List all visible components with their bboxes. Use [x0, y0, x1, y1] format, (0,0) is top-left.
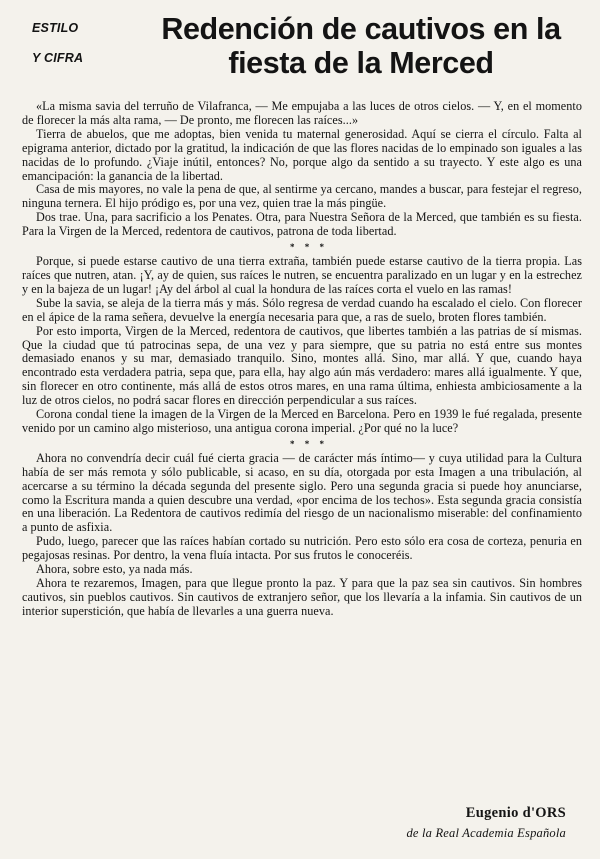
paragraph: Dos trae. Una, para sacrificio a los Penates. Otra, para Nuestra Señora de la Merced, que también es su fiesta. Para la Virgen de la Merced, redentora de cautivos, patrona de toda libertad. [22, 210, 582, 239]
author-affiliation: de la Real Academia Española [406, 826, 566, 840]
section-label [32, 18, 83, 68]
section-separator: * * * [290, 242, 328, 253]
paragraph: Sube la savia, se aleja de la tierra más y más. Sólo regresa de verdad cuando ha escalado el cielo. Con florecer en el ápice de la rama señera, devuelve la energía necesaria para que, a ras de suelo, broten flores también. [22, 295, 582, 324]
article-header [22, 8, 584, 94]
section-separator: * * * [290, 438, 328, 449]
author-name: Eugenio d'ORS [465, 805, 566, 821]
article-body [22, 100, 582, 619]
paragraph: Ahora, sobre esto, ya nada más. [36, 562, 193, 577]
paragraph: Pudo, luego, parecer que las raíces habían cortado su nutrición. Pero esto sólo era cosa de corteza, penuria en pegajosas resinas. Por dentro, la vena fluía intacta. Por sus frutos le conoceréis. [22, 534, 582, 563]
paragraph: Casa de mis mayores, no vale la pena de que, al sentirme ya cercano, mandes a buscar, para festejar el regreso, ninguna ternera. El hijo pródigo es, por una vez, quien trae la más pingüe. [22, 182, 582, 211]
paragraph: Ahora no convendría decir cuál fué cierta gracia — de carácter más íntimo— y cuya utilidad para la Cultura había de ser más remota y sólo publicable, si acaso, en su día, otorgada por esta Imagen a una tribulación, al acercarse a su término la década segunda del presente siglo. Pero una segunda gracia si puede hoy anunciarse, como la Escritura manda a quien descubre una verdad, «por encima de los techos». Esta segunda gracia consistía en una liberación. La Redentora de cautivos redimía del riesgo de un nacionalismo miserable: del confinamiento a punto de asfixia. [22, 450, 582, 535]
headline-line-2: fiesta de la Merced [228, 46, 494, 80]
headline-line-1: Redención de cautivos en la [161, 12, 561, 46]
paragraph: Tierra de abuelos, que me adoptas, bien venida tu maternal generosidad. Aquí se cierra el círculo. Falta al epigrama anterior, dictado por la gratitud, la indicación de que las flores nacidas de lo empinado son iguales a las nacidas de lo profundo. ¿Viaje inútil, entonces? No, porque algo da sentido a su trayecto. Y este algo es una emancipación: la ganancia de la libertad. [22, 126, 582, 183]
article-headline [126, 12, 596, 80]
section-label-line-2: Y CIFRA [32, 51, 84, 65]
section-label-line-1: ESTILO [32, 21, 79, 35]
paragraph: Por esto importa, Virgen de la Merced, redentora de cautivos, que libertes también a las patrias de sí mismas. Que la ciudad que tú patrocinas sepa, de una vez y para siempre, que su patria no está entre sus montes demasiado enanos y su mar, demasiado tranquilo. Sino, montes allá. Sino, mar allá. Y que, cuando haya encontrado esta verdadera patria, sepa que, para ella, hay algo aún más verdadero: mares allá igualmente. Y que, sin florecer en otro continente, más allá de estos otros mares, en una rama última, enhiesta ambiciosamente a la luz de otros cielos, no podrá sacar flores en dirección perpendicular a sus raíces. [22, 323, 582, 408]
paragraph: Porque, si puede estarse cautivo de una tierra extraña, también puede estarse cautivo de la tierra propia. Las raíces que nutren, atan. ¡Y, ay de quien, sus raíces le nutren, se encuentra paralizado en un lugar y en la estrechez y en la bajeza de un lugar! ¡Ay del árbol al cual la hondura de las raíces corta el vuelo en las ramas! [22, 254, 582, 296]
paragraph: «La misma savia del terruño de Vilafranca, — Me empujaba a las luces de otros cielos. — Y, en el momento de florecer la más alta rama, — De pronto, me florecen las raíces...» [22, 99, 582, 127]
paragraph: Corona condal tiene la imagen de la Virgen de la Merced en Barcelona. Pero en 1939 le fué regalada, presente venido por un camino algo misterioso, una antigua corona imperial. ¿Por qué no la luce? [22, 407, 582, 435]
paragraph: Ahora te rezaremos, Imagen, para que llegue pronto la paz. Y para que la paz sea sin cautivos. Sin hombres cautivos, sin pueblos cautivos. Sin cautivos de extranjero señor, que los llevaría a la infamia. Sin cautivos de un interior superstición, que había de llevarles a una guerra nueva. [22, 576, 582, 618]
author-signature [406, 804, 566, 841]
